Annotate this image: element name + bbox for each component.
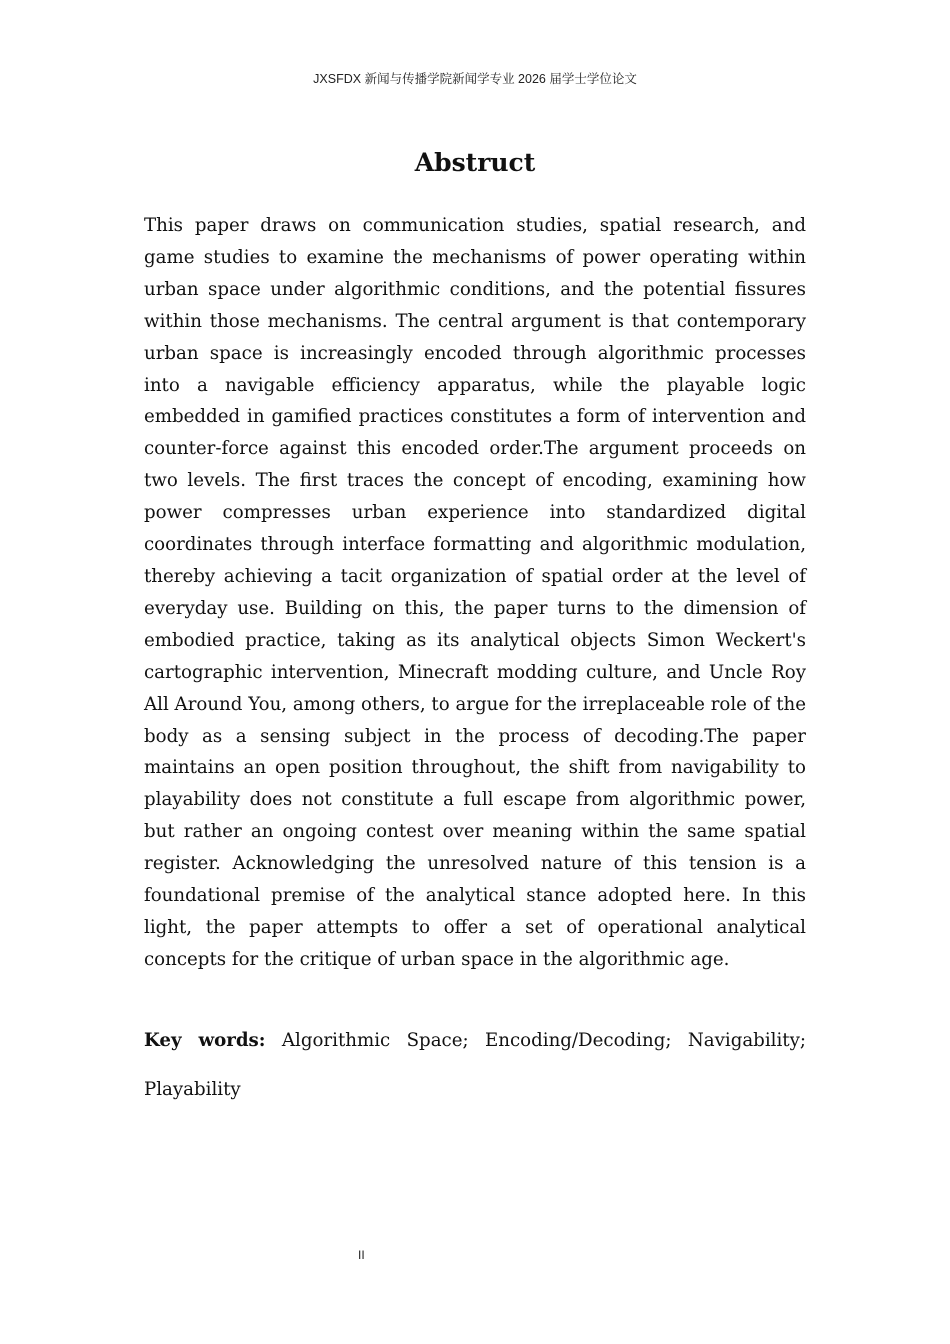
abstract-body: This paper draws on communication studies, spatial research, and game studies to examine the mechanisms of power operating within urban space under algorithmic conditions, and the potential fissures within those mechanisms. The central argument is that contemporary urban space is increasingly encoded through algorithmic processes into a navigable efficiency apparatus, while the playable logic embedded in gamified practices constitutes a form of intervention and counter-force against this encoded order.The argument proceeds on two levels. The first traces the concept of encoding, examining how power compresses urban experience into standardized digital coordinates through interface formatting and algorithmic modulation, thereby achieving a tacit organization of spatial order at the level of everyday use. Building on this, the paper turns to the dimension of embodied practice, taking as its analytical objects Simon Weckert's cartographic intervention, Minecraft modding culture, and Uncle Roy All Around You, among others, to argue for the irreplaceable role of the body as a sensing subject in the process of decoding.The paper maintains an open position throughout, the shift from navigability to playability does not constitute a full escape from algorithmic power, but rather an ongoing contest over meaning within the same spatial register. Acknowledging the unresolved nature of this tension is a foundational premise of the analytical stance adopted here. In this light, the paper attempts to offer a set of operational analytical concepts for the critique of urban space in the algorithmic age. [144,215,806,970]
keywords-line [144,1016,806,1114]
abstract-title: Abstruct [414,148,536,177]
page-header: JXSFDX 新闻与传播学院新闻学专业 2026 届学士学位论文 [313,72,637,86]
page-number: II [358,1248,365,1262]
keywords-value: Algorithmic Space; Encoding/Decoding; Navigability; Playability [144,1030,806,1100]
keywords-label: Key words: [144,1030,266,1051]
